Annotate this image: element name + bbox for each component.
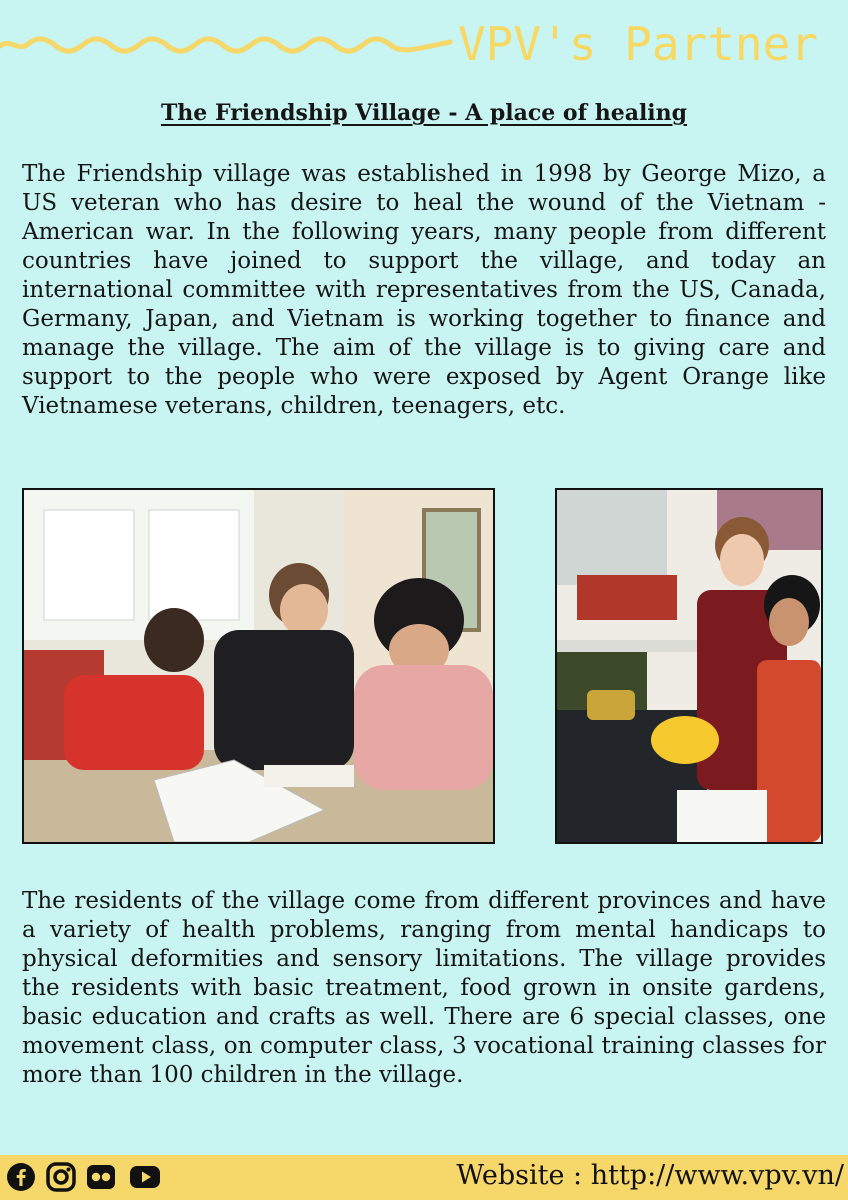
footer-bar xyxy=(0,1155,848,1200)
photo-cooking xyxy=(555,488,823,844)
instagram-icon[interactable] xyxy=(46,1162,76,1192)
paragraph-intro: The Friendship village was established in 1998 by George Mizo, a US veteran who has desire to heal the wound of the Vietnam - American war. In the following years, many people from different countries have joined to support the village, and today an international committee with representatives from the US, Canada, Germany, Japan, and Vietnam is working together to finance and manage the village. The aim of the village is to giving care and support to the people who were exposed by Agent Orange like Vietnamese veterans, children, teenagers, etc. xyxy=(22,161,826,419)
photo-classroom xyxy=(22,488,495,844)
social-icons xyxy=(6,1162,164,1192)
decorative-squiggle xyxy=(0,28,455,58)
website-link[interactable]: Website : http://www.vpv.vn/ xyxy=(456,1160,844,1191)
flickr-icon[interactable] xyxy=(86,1162,116,1192)
article-title: The Friendship Village - A place of healing xyxy=(160,100,688,126)
facebook-icon[interactable] xyxy=(6,1162,36,1192)
brand-title: VPV's Partner xyxy=(457,17,818,71)
youtube-icon[interactable] xyxy=(126,1162,164,1192)
paragraph-residents: The residents of the village come from different provinces and have a variety of health problems, ranging from mental handicaps to physical deformities and sensory limitations. The village provides the residents with basic treatment, food grown in onsite gardens, basic education and crafts as well. There are 6 special classes, one movement class, on computer class, 3 vocational training classes for more than 100 children in the village. xyxy=(22,888,826,1088)
